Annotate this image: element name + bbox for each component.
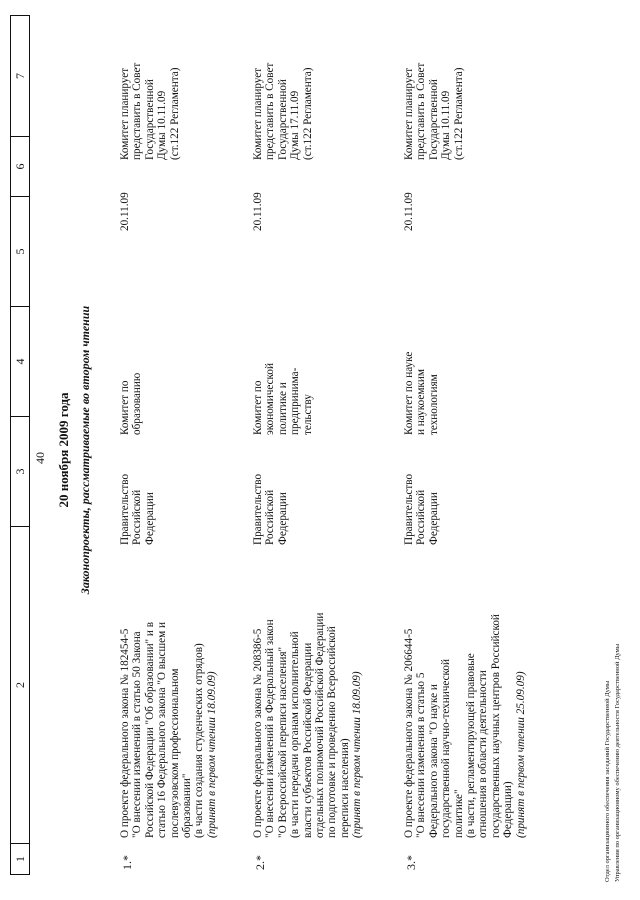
responsible-committee: Комитет по образованию: [119, 372, 144, 435]
column-header-2: 2: [11, 527, 29, 844]
footer-directorate: Управления по организационному обеспечению деятельности Государственной Думы: [614, 643, 621, 882]
first-reading-note: (принят в первом чтении 18.09.09): [351, 671, 364, 838]
row-number: 3.*: [404, 855, 418, 870]
consideration-date: 20.11.09: [119, 192, 131, 231]
footer-department: Отдел организационного обеспечения заседаний Государственной Думы: [604, 680, 611, 882]
initiator: Правительство Российской Федерации: [119, 473, 156, 545]
consideration-date: 20.11.09: [403, 192, 415, 231]
column-header-row: [10, 15, 30, 875]
row-number: 2.*: [253, 855, 267, 870]
remark: Комитет планирует представить в Совет Государственной Думы 10.11.09 (ст.122 Регламента): [403, 62, 465, 160]
responsible-committee: Комитет по науке и наукоемким технологиям: [403, 351, 440, 435]
remark: Комитет планирует представить в Совет Государственной Думы 10.11.09 (ст.122 Регламента): [119, 62, 181, 160]
column-header-5: 5: [11, 197, 29, 307]
column-header-3: 3: [11, 417, 29, 527]
first-reading-note: (принят в первом чтении 18.09.09): [205, 671, 218, 838]
column-header-6: 6: [11, 137, 29, 197]
bill-description: О проекте федерального закона № 182454-5 "О внесении изменений в статью 50 Закона Российской Федерации "Об образовании" и в статью 16 Федерального закона "О высшем и послевузовском профессиональном образовании" (в части создания студенческих отрядов) (принят в первом чтении 18.09.09): [119, 622, 218, 838]
section-heading: Законопроекты, рассматриваемые во втором чтении: [78, 305, 92, 595]
bill-description: О проекте федерального закона № 208386-5 "О внесении изменений в Федеральный закон "О Всероссийской переписи населения" (в части передачи органам исполнительной власти субъектов Российской Федерации отдельных полномочий Российской Федерации по подготовке и проведению Всероссийской переписи населения) (принят в первом чтении 18.09.09): [252, 612, 364, 838]
date-heading: 20 ноября 2009 года: [56, 392, 71, 508]
column-header-7: 7: [11, 16, 29, 137]
row-number: 1.*: [120, 855, 134, 870]
page-number: 40: [33, 452, 47, 464]
responsible-committee: Комитет по экономической политике и предпринима- тельству: [252, 363, 314, 435]
column-header-4: 4: [11, 307, 29, 417]
initiator: Правительство Российской Федерации: [403, 473, 440, 545]
remark: Комитет планирует представить в Совет Государственной Думы 17.11.09 (ст.122 Регламента): [252, 62, 314, 160]
consideration-date: 20.11.09: [252, 192, 264, 231]
first-reading-note: (принят в первом чтении 25.09.09): [514, 671, 527, 838]
bill-description: О проекте федерального закона № 206644-5 "О внесении изменения в статью 5 Федерального закона "О науке и государственной научно-технической политике" (в части, регламентирующей правовые отношения в области деятельности государственных научных центров Российской Федерации) (принят в первом чтении 25.09.09): [403, 614, 527, 838]
column-header-1: 1: [12, 856, 27, 862]
initiator: Правительство Российской Федерации: [252, 473, 289, 545]
